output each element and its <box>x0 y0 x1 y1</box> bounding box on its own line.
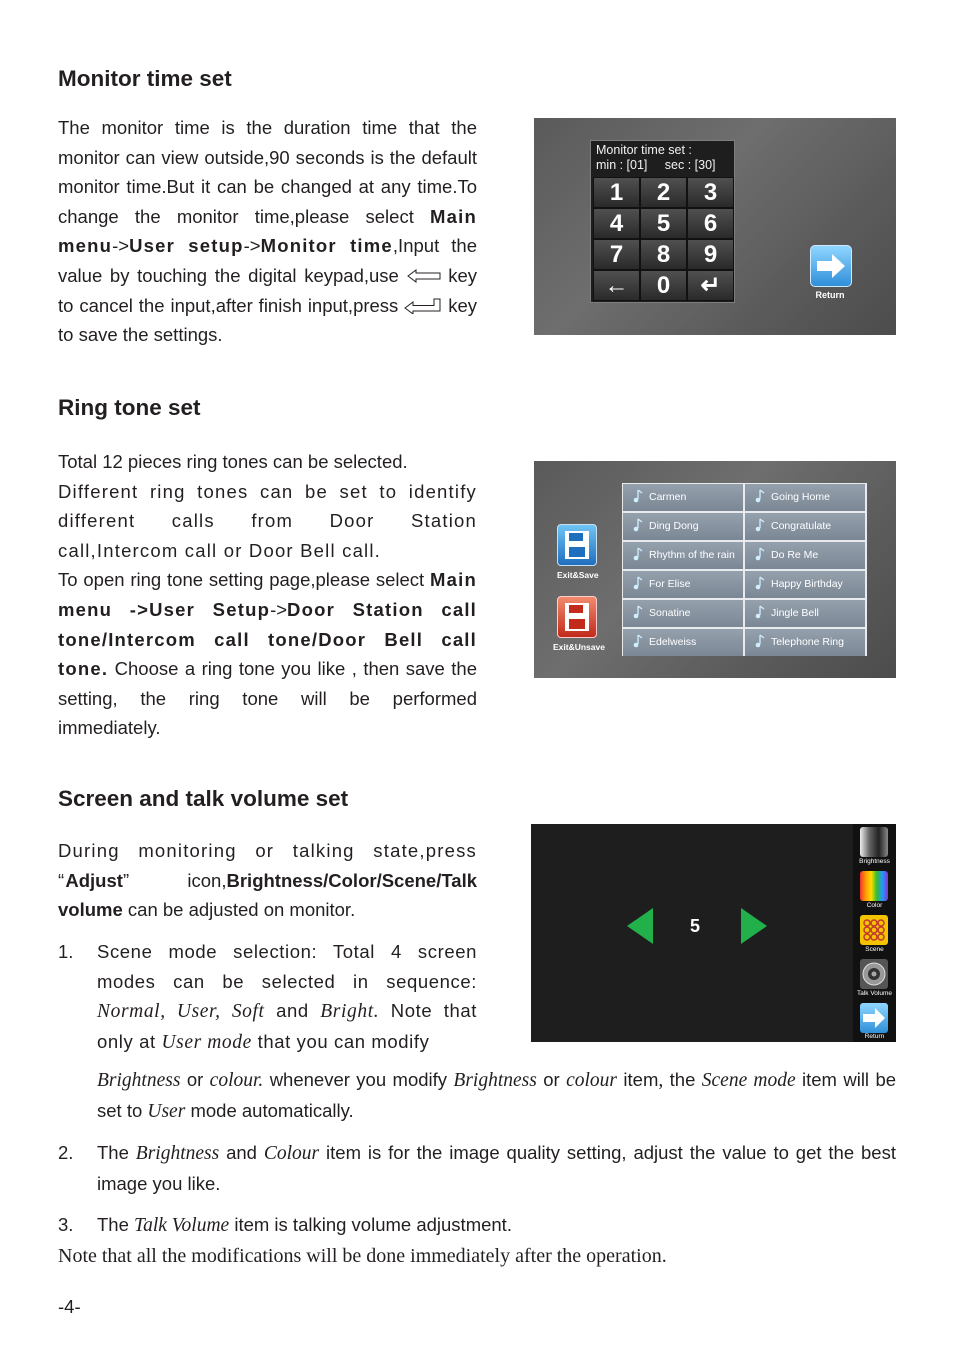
list-item-1-continued: Brightness or colour. whenever you modify Brightness or colour item, the Scene mode item will be set to User mode automatically. <box>97 1069 897 1122</box>
ring-tone-item[interactable]: Jingle Bell <box>745 600 865 627</box>
ring-tone-item[interactable]: Going Home <box>745 484 865 511</box>
monitor-time-keypad <box>590 140 735 303</box>
brightness-icon[interactable] <box>860 827 888 857</box>
ring-tone-item[interactable]: Edelweiss <box>623 629 743 656</box>
floppy-disk-icon <box>558 525 596 565</box>
exit-save-button[interactable] <box>557 524 597 566</box>
ring-tone-item[interactable]: Carmen <box>623 484 743 511</box>
music-note-icon <box>755 489 765 503</box>
heading-monitor-time-set: Monitor time set <box>58 66 232 91</box>
sidebar-label-brightness: Brightness <box>859 858 890 865</box>
ring-tone-item[interactable]: Telephone Ring <box>745 629 865 656</box>
heading-ring-tone-set: Ring tone set <box>58 395 201 420</box>
music-note-icon <box>755 634 765 648</box>
key-5[interactable]: 5 <box>640 208 687 239</box>
arrow-right-icon[interactable] <box>739 908 767 944</box>
exit-save-label: Exit&Save <box>557 570 599 580</box>
enter-key-icon <box>404 298 442 314</box>
music-note-icon <box>755 547 765 561</box>
heading-screen-talk-volume-set: Screen and talk volume set <box>58 786 349 811</box>
music-note-icon <box>755 576 765 590</box>
music-note-icon <box>633 518 643 532</box>
ring-tone-list <box>622 483 867 656</box>
floppy-disk-icon <box>558 597 596 637</box>
ring-tone-item[interactable]: Do Re Me <box>745 542 865 569</box>
sidebar-label-color: Color <box>866 902 883 909</box>
music-note-icon <box>633 489 643 503</box>
music-note-icon <box>633 634 643 648</box>
monitor-time-paragraph: The monitor time is the duration time that the monitor can view outside,90 seconds is the default monitor time.But it can be changed at any time.To change the monitor time,please select Main menu->User setup->Monitor time,Input the value by touching the digital keypad,use key to cancel the input,after finish input,press key to save the settings. <box>58 117 478 346</box>
music-note-icon <box>755 518 765 532</box>
color-icon[interactable] <box>860 871 888 901</box>
adjust-sidebar <box>853 824 896 1042</box>
monitor-time-screenshot <box>534 118 896 335</box>
key-3[interactable]: 3 <box>687 177 734 208</box>
music-note-icon <box>633 576 643 590</box>
key-2[interactable]: 2 <box>640 177 687 208</box>
page-number: -4- <box>58 1296 81 1317</box>
key-enter[interactable]: ↵ <box>687 270 734 301</box>
sidebar-label-scene: Scene <box>865 946 884 953</box>
adjust-value: 5 <box>689 916 700 936</box>
return-icon[interactable] <box>860 1003 888 1033</box>
return-button[interactable] <box>810 245 852 287</box>
key-1[interactable]: 1 <box>593 177 640 208</box>
adjust-screenshot <box>531 824 896 1042</box>
ring-tone-paragraph: Total 12 pieces ring tones can be selected. Different ring tones can be set to identify different calls from Door Station call,Intercom call or Door Bell call. To open ring tone setting page,please select Main menu ->User Setup->Door Station call tone/Intercom call tone/Door Bell call tone. Choose a ring tone you like , then save the setting, the ring tone will be performed immediately. <box>58 451 477 739</box>
scene-icon[interactable] <box>860 915 888 945</box>
cancel-key-icon <box>407 269 441 283</box>
ring-tone-item[interactable]: Rhythm of the rain <box>623 542 743 569</box>
arrow-right-icon <box>815 252 847 280</box>
ring-tone-item[interactable]: Congratulate <box>745 513 865 540</box>
sidebar-label-return: Return <box>864 1033 885 1040</box>
talk-volume-icon[interactable] <box>860 959 888 989</box>
sidebar-label-talk-volume: Talk Volume <box>856 990 893 997</box>
exit-unsave-label: Exit&Unsave <box>553 642 605 652</box>
ring-tone-item[interactable]: Sonatine <box>623 600 743 627</box>
list-item-3: The Talk Volume item is talking volume adjustment. <box>97 1214 512 1236</box>
exit-unsave-button[interactable] <box>557 596 597 638</box>
list-item-1: Scene mode selection: Total 4 screen modes can be selected in sequence: Normal, User, Soft and Bright. Note that only at User mode that you can modify <box>97 941 478 1053</box>
key-cancel[interactable]: ← <box>593 270 640 301</box>
key-0[interactable]: 0 <box>640 270 687 301</box>
list-number-2: 2. <box>58 1142 74 1163</box>
monitor-time-title: Monitor time set : <box>596 143 692 157</box>
return-label: Return <box>815 290 845 300</box>
footnote: Note that all the modifications will be done immediately after the operation. <box>58 1245 667 1267</box>
key-8[interactable]: 8 <box>640 239 687 270</box>
music-note-icon <box>633 547 643 561</box>
arrow-left-icon[interactable] <box>627 908 655 944</box>
ring-tone-item[interactable]: Ding Dong <box>623 513 743 540</box>
list-number-1: 1. <box>58 941 74 962</box>
ring-tone-screenshot <box>534 461 896 678</box>
ring-tone-item[interactable]: For Elise <box>623 571 743 598</box>
key-7[interactable]: 7 <box>593 239 640 270</box>
list-number-3: 3. <box>58 1214 74 1235</box>
key-4[interactable]: 4 <box>593 208 640 239</box>
list-item-2: The Brightness and Colour item is for the image quality setting, adjust the value to get the best image you like. <box>97 1142 896 1194</box>
key-6[interactable]: 6 <box>687 208 734 239</box>
key-9[interactable]: 9 <box>687 239 734 270</box>
ring-tone-item[interactable]: Happy Birthday <box>745 571 865 598</box>
monitor-time-value: min : [01] sec : [30] <box>596 158 716 172</box>
music-note-icon <box>633 605 643 619</box>
monitor-time-header <box>596 143 730 175</box>
music-note-icon <box>755 605 765 619</box>
screen-adjust-intro: During monitoring or talking state,press “Adjust” icon,Brightness/Color/Scene/Talk volume can be adjusted on monitor. <box>58 840 477 921</box>
